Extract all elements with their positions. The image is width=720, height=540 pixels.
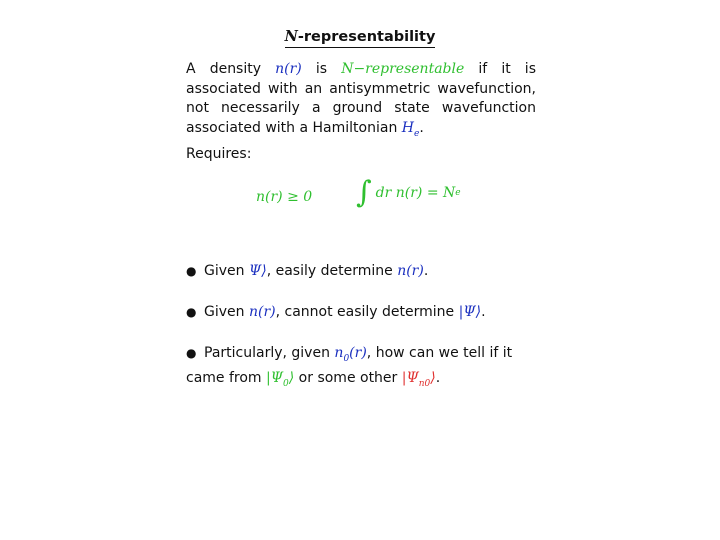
para-text-2: is: [301, 61, 342, 77]
positivity-equation: n(r) ≥ 0: [256, 189, 313, 205]
eq2-dr: dr: [375, 185, 392, 201]
bullet-dot-icon: ●: [186, 305, 197, 319]
n-representable-term: N−representable: [341, 61, 465, 77]
bullet-item-1: ● Given Ψ⟩, easily determine n(r).: [186, 263, 429, 279]
definition-paragraph: [186, 60, 536, 144]
psi-ket: |Ψ⟩: [458, 304, 482, 320]
para-text-1: A density: [186, 61, 276, 77]
title-symbol: N: [284, 28, 298, 45]
density-symbol: n(r): [397, 263, 424, 279]
normalization-equation: [356, 176, 461, 210]
psin0-ket: $|\Psi_{n0}⟩$: [401, 369, 436, 389]
bullet-dot-icon: ●: [186, 264, 197, 278]
title-text: -representability: [297, 29, 436, 45]
hamiltonian-symbol: $H_e$: [401, 119, 420, 139]
integral-sign-icon: ∫: [356, 175, 372, 210]
para-text-3: if it is associated with an antisymmetric wavefunction, not necessarily a ground state wavefunction associated with a Hamiltonian: [186, 61, 536, 136]
psi0-ket: $|\Psi_0⟩$: [266, 369, 295, 389]
requires-label: Requires:: [186, 146, 252, 162]
bullet-dot-icon: ●: [186, 346, 197, 360]
ground-density-symbol: $n_0(r)$: [334, 345, 367, 364]
density-symbol: n(r): [248, 304, 276, 320]
eq2-sub: e: [455, 188, 461, 198]
bullet-item-3: ● Particularly, given $n_0(r)$, how can we tell if it came from $|\Psi_0⟩$ or some other $|\Psi_{n0}⟩$.: [186, 345, 513, 389]
para-text-4: .: [419, 119, 424, 136]
psi-ket: Ψ⟩: [248, 263, 267, 279]
density-symbol: n(r): [275, 61, 302, 77]
eq2-rest: n(r) = N: [395, 185, 456, 201]
slide-title: [0, 28, 720, 48]
bullet-item-2: ● Given n(r), cannot easily determine |Ψ⟩.: [186, 304, 486, 320]
